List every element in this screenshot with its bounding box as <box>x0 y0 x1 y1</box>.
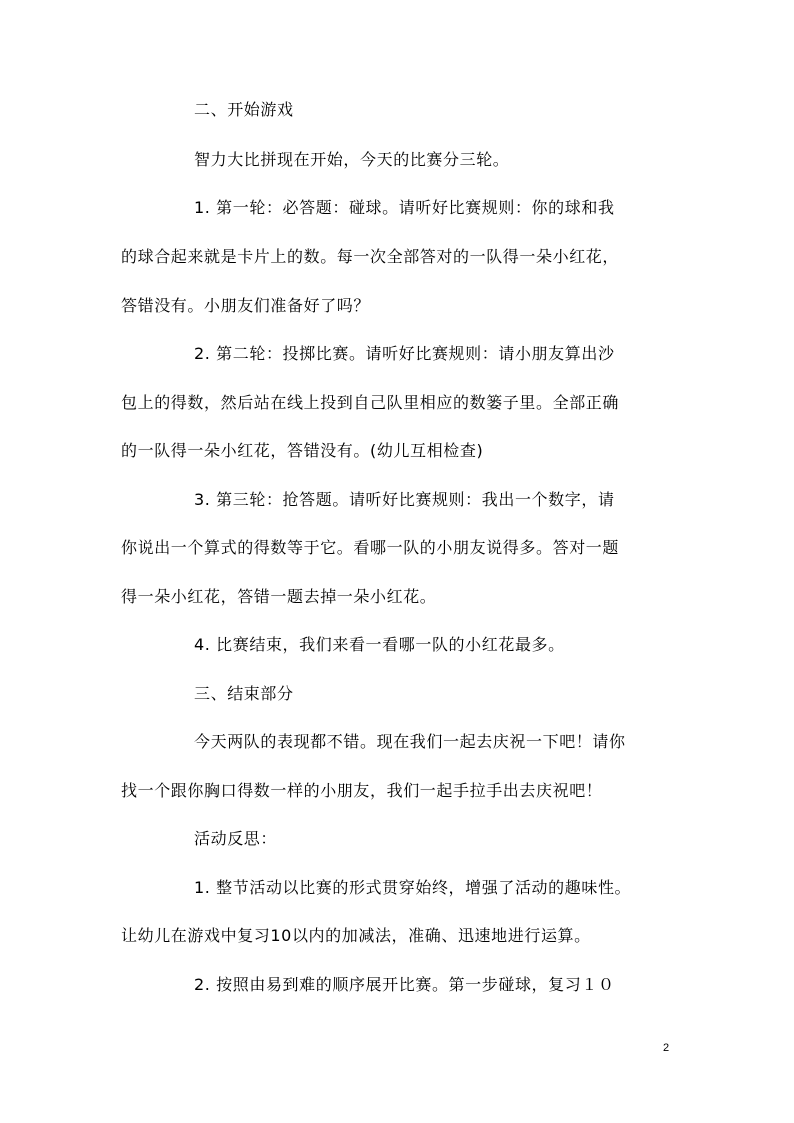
page-number: 2 <box>663 1042 670 1054</box>
section-heading-closing: 三、结束部分 <box>194 684 294 703</box>
paragraph-line: 1. 第一轮：必答题：碰球。请听好比赛规则：你的球和我 <box>194 198 615 217</box>
paragraph-line: 答错没有。小朋友们准备好了吗？ <box>121 296 371 315</box>
section-heading-reflection: 活动反思： <box>194 829 278 848</box>
paragraph-line: 1. 整节活动以比赛的形式贯穿始终，增强了活动的趣味性。 <box>194 878 632 897</box>
paragraph-line: 包上的得数，然后站在线上投到自己队里相应的数篓子里。全部正确 <box>121 393 620 412</box>
paragraph-line: 4. 比赛结束，我们来看一看哪一队的小红花最多。 <box>194 635 565 654</box>
paragraph-line: 得一朵小红花，答错一题去掉一朵小红花。 <box>121 587 437 606</box>
paragraph-line: 2. 第二轮：投掷比赛。请听好比赛规则：请小朋友算出沙 <box>194 344 615 363</box>
paragraph-line: 的球合起来就是卡片上的数。每一次全部答对的一队得一朵小红花， <box>121 247 620 266</box>
section-heading-start-game: 二、开始游戏 <box>194 100 294 119</box>
paragraph-line: 找一个跟你胸口得数一样的小朋友，我们一起手拉手出去庆祝吧！ <box>121 781 603 800</box>
paragraph-line: 让幼儿在游戏中复习10以内的加减法，准确、迅速地进行运算。 <box>121 926 591 945</box>
paragraph-line: 2. 按照由易到难的顺序展开比赛。第一步碰球，复习１０ <box>194 975 615 994</box>
paragraph-line: 你说出一个算式的得数等于它。看哪一队的小朋友说得多。答对一题 <box>121 538 620 557</box>
paragraph-line: 智力大比拼现在开始，今天的比赛分三轮。 <box>194 150 510 169</box>
paragraph-line: 今天两队的表现都不错。现在我们一起去庆祝一下吧！请你 <box>194 732 626 751</box>
paragraph-line: 3. 第三轮：抢答题。请听好比赛规则：我出一个数字，请 <box>194 490 615 509</box>
paragraph-line: 的一队得一朵小红花，答错没有。(幼儿互相检查) <box>121 441 484 460</box>
